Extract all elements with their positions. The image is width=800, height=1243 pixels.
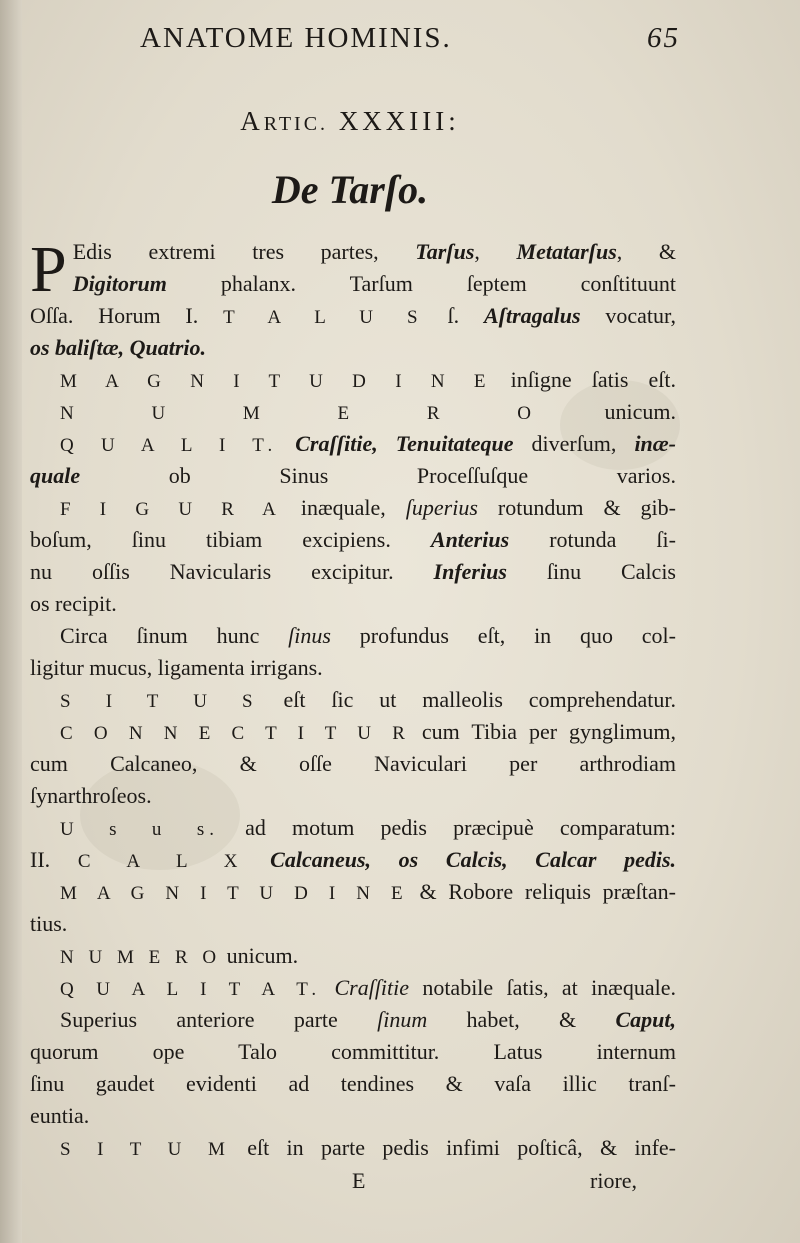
text-run: Digitorum xyxy=(72,271,167,296)
text-run: II. xyxy=(30,847,78,872)
text-line xyxy=(30,908,676,940)
text-run: C O N N E C T I T U R xyxy=(60,723,410,744)
text-run: Oſſa. Horum I. xyxy=(30,303,224,328)
text-run: Tarſus xyxy=(415,239,475,264)
text-run: cum Tibia per gynglimum, xyxy=(409,719,676,744)
article-number: XXXIII: xyxy=(338,106,460,136)
text-line xyxy=(30,844,676,876)
text-run: quorum ope Talo committitur. Latus internum xyxy=(30,1039,676,1064)
text-line xyxy=(30,684,676,716)
text-line xyxy=(30,972,676,1004)
text-run: Superius anteriore parte xyxy=(60,1007,378,1032)
text-run: inæquale, xyxy=(280,495,406,520)
text-run: Craſſitie xyxy=(334,975,410,1000)
text-run: rotundum & gib- xyxy=(477,495,676,520)
text-run: Calcaneus, os Calcis, Calcar pedis. xyxy=(270,847,677,872)
text-run: Circa ſinum hunc xyxy=(60,623,289,648)
text-line xyxy=(30,396,676,428)
text-run: vocatur, xyxy=(580,303,676,328)
text-run: tius. xyxy=(30,911,68,936)
text-run: notabile ſatis, at inæquale. xyxy=(409,975,676,1000)
text-run: Edis extremi tres partes, xyxy=(72,239,416,264)
running-header xyxy=(140,22,680,62)
text-line xyxy=(30,236,676,268)
text-run: M A G N I T U D I N E xyxy=(60,371,491,392)
text-run: Q U A L I T A T. xyxy=(60,979,322,1000)
text-run: M A G N I T U D I N E xyxy=(60,883,408,904)
text-run: Caput, xyxy=(615,1007,676,1032)
text-run: Anterius xyxy=(430,527,510,552)
text-run: phalanx. Tarſum ſeptem conſtituunt xyxy=(166,271,676,296)
text-run: , & xyxy=(616,239,676,264)
text-line xyxy=(30,460,676,492)
text-line xyxy=(30,556,676,588)
text-line xyxy=(30,332,676,364)
text-run: os baliſtæ, Quatrio. xyxy=(30,335,207,360)
text-line xyxy=(30,812,676,844)
text-line xyxy=(30,876,676,908)
text-line xyxy=(30,748,676,780)
running-title: ANATOME HOMINIS. xyxy=(140,22,452,54)
text-run: T A L U S xyxy=(223,307,423,328)
text-line xyxy=(30,1132,676,1164)
text-run: ſynarthroſeos. xyxy=(30,783,152,808)
text-run: nu oſſis Navicularis excipitur. xyxy=(30,559,434,584)
text-line xyxy=(30,1004,676,1036)
text-run: diverſum, xyxy=(513,431,635,456)
text-run xyxy=(277,431,295,456)
drop-cap: P xyxy=(30,233,67,306)
text-run: profundus eſt, in quo col- xyxy=(330,623,676,648)
page-number: 65 xyxy=(647,22,680,54)
article-prefix: A xyxy=(240,106,264,136)
text-run: os recipit. xyxy=(30,591,117,616)
text-run: ſinus xyxy=(288,623,331,648)
text-line xyxy=(30,492,676,524)
text-run: ſinum xyxy=(377,1007,428,1032)
text-run: F I G U R A xyxy=(60,499,281,520)
text-run: rotunda ſi- xyxy=(509,527,676,552)
text-run: ſuperius xyxy=(405,495,478,520)
text-run: Aſtragalus xyxy=(483,303,581,328)
text-run: S I T U S xyxy=(60,691,258,712)
text-line xyxy=(30,1100,676,1132)
text-run: inæ- xyxy=(634,431,676,456)
text-line xyxy=(30,364,676,396)
text-run: S I T U M xyxy=(60,1139,230,1160)
text-run: Metatarſus xyxy=(516,239,617,264)
text-line xyxy=(30,716,676,748)
text-line xyxy=(30,524,676,556)
text-run: Q U A L I T. xyxy=(60,435,278,456)
text-run: ſinu Calcis xyxy=(506,559,676,584)
text-run: ſinu gaudet evidenti ad tendines & vaſa illic tranſ- xyxy=(30,1071,676,1096)
article-prefix-small: RTIC. xyxy=(263,113,329,135)
text-run: boſum, ſinu tibiam excipiens. xyxy=(30,527,431,552)
text-line xyxy=(30,588,676,620)
text-line xyxy=(30,268,676,300)
text-run: eſt ſic ut malleolis comprehendatur. xyxy=(257,687,676,712)
text-run: cum Calcaneo, & oſſe Naviculari per arthrodiam xyxy=(30,751,676,776)
text-run: N U M E R O xyxy=(60,947,222,968)
text-run: ad motum pedis præcipuè comparatum: xyxy=(218,815,676,840)
text-run xyxy=(321,975,334,1000)
text-run: quale xyxy=(30,463,81,488)
text-line xyxy=(30,428,676,460)
text-run: Inferius xyxy=(433,559,507,584)
article-heading xyxy=(0,106,700,137)
text-run xyxy=(243,847,271,872)
section-title: De Tarſo. xyxy=(271,167,429,212)
text-line xyxy=(30,940,676,972)
body-text xyxy=(30,233,677,1164)
text-run: Craſſitie, Tenuitateque xyxy=(295,431,514,456)
text-run: euntia. xyxy=(30,1103,90,1128)
text-line xyxy=(30,620,676,652)
signature-mark: E xyxy=(352,1168,366,1193)
text-run: eſt in parte pedis infimi poſticâ, & infe- xyxy=(229,1135,676,1160)
text-run: C A L X xyxy=(77,851,243,872)
text-run: , xyxy=(474,239,517,264)
text-line xyxy=(30,1068,676,1100)
text-run: & Robore reliquis præſtan- xyxy=(407,879,676,904)
text-run: ſ. xyxy=(422,303,484,328)
text-run: habet, & xyxy=(427,1007,616,1032)
text-run: ob Sinus Proceſſuſque varios. xyxy=(80,463,676,488)
text-line xyxy=(30,780,676,812)
text-run: U s u s. xyxy=(60,819,219,840)
catchword: riore, xyxy=(590,1168,638,1193)
text-line xyxy=(30,652,676,684)
text-run: unicum. xyxy=(221,943,299,968)
text-run: unicum. xyxy=(536,399,676,424)
text-line xyxy=(30,1036,676,1068)
text-run: inſigne ſatis eſt. xyxy=(490,367,676,392)
text-run: N U M E R O xyxy=(60,403,537,424)
text-line xyxy=(30,300,676,332)
text-run: ligitur mucus, ligamenta irrigans. xyxy=(30,655,323,680)
